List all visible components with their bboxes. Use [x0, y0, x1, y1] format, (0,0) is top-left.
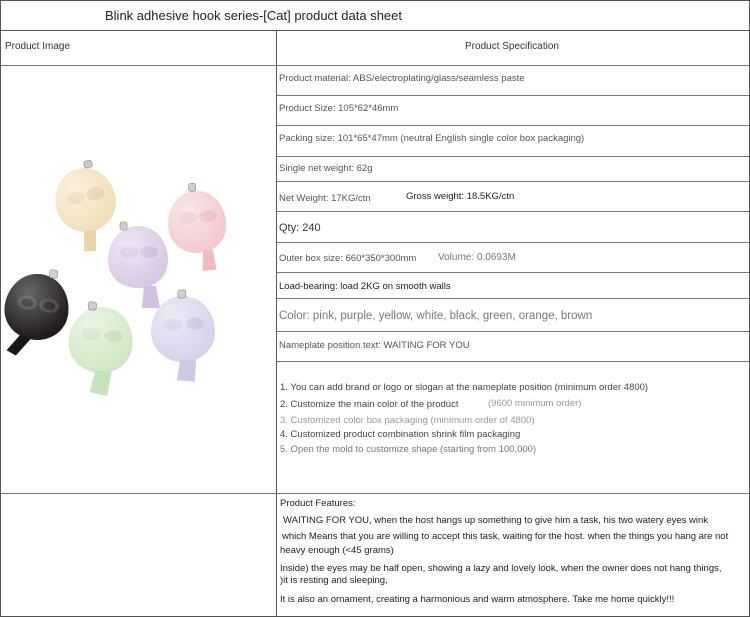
custom-item-4: 4. Customized product combination shrink film packaging — [280, 429, 521, 440]
features-line-3: heavy enough (<45 grams) — [280, 545, 394, 556]
pink-cat-hook-icon — [165, 181, 229, 273]
features-heading: Product Features: — [280, 498, 356, 509]
row-divider — [277, 242, 749, 243]
column-divider — [276, 31, 277, 616]
spec-color: Color: pink, purple, yellow, white, black, green, orange, brown — [279, 310, 593, 322]
spec-single-weight: Single net weight: 62g — [279, 163, 373, 174]
spec-packing: Packing size: 101*65*47mm (neutral English single color box packaging) — [279, 133, 585, 144]
product-image — [1, 36, 275, 462]
row-divider — [277, 272, 749, 273]
custom-item-2-note: (9600 minimum order) — [488, 398, 582, 409]
features-line-2: which Means that you are willing to accept this task, waiting for the host. when the things you hang are not — [282, 531, 729, 542]
spec-material: Product material: ABS/electroplating/glass/seamless paste — [279, 73, 525, 84]
custom-item-2: 2. Customize the main color of the product — [280, 399, 459, 410]
row-divider — [277, 331, 749, 332]
row-divider — [277, 95, 749, 96]
spec-nameplate: Nameplate position text: WAITING FOR YOU — [279, 340, 470, 351]
lavender-cat-hook-icon — [150, 289, 217, 383]
row-divider — [277, 156, 749, 157]
black-cat-hook-icon — [1, 264, 74, 362]
spec-volume: Volume: 0.0693M — [438, 252, 516, 263]
row-divider — [277, 181, 749, 182]
product-specification-header: Product Specification — [465, 41, 559, 52]
features-line-5: )it is resting and sleeping, — [280, 575, 388, 586]
custom-item-3: 3. Customized color box packaging (minimum order of 4800) — [280, 415, 535, 426]
features-line-1: WAITING FOR YOU, when the host hangs up something to give him a task, his two watery eyes wink — [283, 515, 709, 526]
custom-item-5: 5. Open the mold to customize shape (starting from 100,000) — [280, 444, 537, 455]
spec-size: Product Size: 105*62*46mm — [279, 103, 399, 114]
features-line-6: It is also an ornament, creating a harmonious and warm atmosphere. Take me home quickly!!! — [280, 594, 675, 605]
custom-item-1: 1. You can add brand or logo or slogan at the nameplate position (minimum order 4800) — [280, 382, 649, 393]
row-divider — [277, 361, 749, 362]
purple-cat-hook-icon — [108, 222, 168, 308]
row-divider — [277, 211, 749, 212]
features-line-4: Inside) the eyes may be half open, showing a lazy and lovely look, when the owner does not hang things, — [280, 563, 722, 574]
spec-outer-box: Outer box size: 660*350*300mm — [279, 253, 417, 264]
spec-qty: Qty: 240 — [279, 222, 321, 234]
green-cat-hook-icon — [63, 300, 136, 398]
section-divider — [1, 493, 749, 494]
spec-gross-weight: Gross weight: 18.5KG/ctn — [406, 191, 515, 202]
row-divider — [277, 125, 749, 126]
sheet-title: Blink adhesive hook series-[Cat] product data sheet — [105, 8, 403, 23]
spec-net-weight: Net Weight: 17KG/ctn — [279, 193, 371, 204]
title-row — [0, 0, 750, 31]
row-divider — [277, 298, 749, 299]
spec-load-bearing: Load-bearing: load 2KG on smooth walls — [279, 281, 451, 292]
product-image-header: Product Image — [5, 41, 71, 52]
